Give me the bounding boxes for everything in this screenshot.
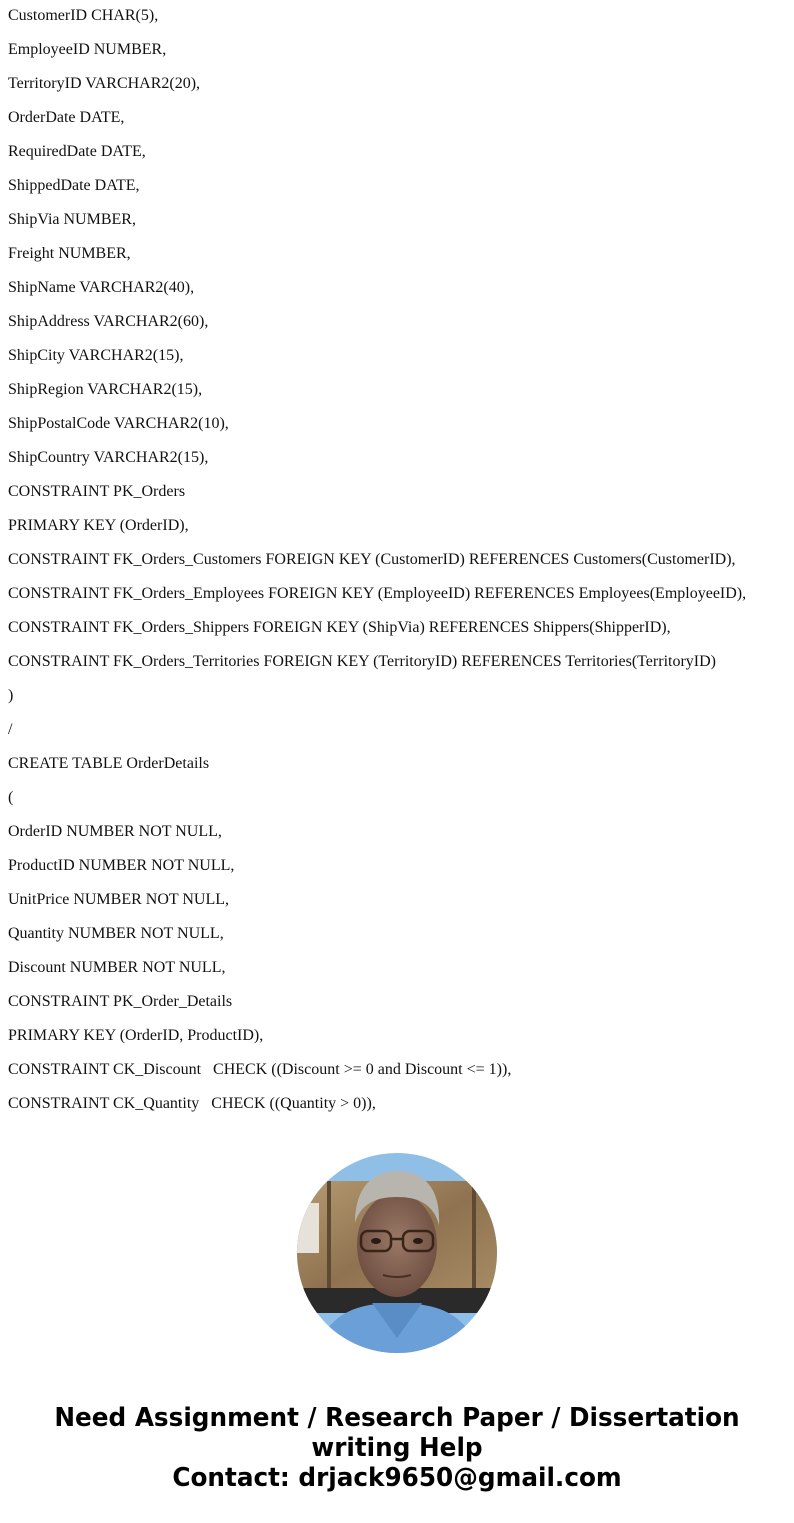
code-line: ( xyxy=(8,789,14,806)
code-line: OrderDate DATE, xyxy=(8,109,125,126)
code-line: OrderID NUMBER NOT NULL, xyxy=(8,823,222,840)
code-line: CONSTRAINT CK_Quantity CHECK ((Quantity > 0)), xyxy=(8,1095,376,1112)
code-line: / xyxy=(8,721,13,738)
code-line: ShipAddress VARCHAR2(60), xyxy=(8,313,209,330)
code-line: ShipPostalCode VARCHAR2(10), xyxy=(8,415,229,432)
code-line: PRIMARY KEY (OrderID, ProductID), xyxy=(8,1027,264,1044)
code-line: CONSTRAINT FK_Orders_Shippers FOREIGN KEY (ShipVia) REFERENCES Shippers(ShipperID), xyxy=(8,619,671,636)
code-line: UnitPrice NUMBER NOT NULL, xyxy=(8,891,230,908)
code-line: CONSTRAINT FK_Orders_Territories FOREIGN KEY (TerritoryID) REFERENCES Territories(TerritoryID) xyxy=(8,653,716,670)
profile-photo-icon xyxy=(297,1153,497,1353)
code-line: ShippedDate DATE, xyxy=(8,177,140,194)
code-line: ProductID NUMBER NOT NULL, xyxy=(8,857,235,874)
code-line: ShipRegion VARCHAR2(15), xyxy=(8,381,203,398)
code-line: RequiredDate DATE, xyxy=(8,143,146,160)
code-line: ShipCountry VARCHAR2(15), xyxy=(8,449,209,466)
code-line: CONSTRAINT PK_Order_Details xyxy=(8,993,233,1010)
promo-headline: Need Assignment / Research Paper / Dissertation xyxy=(54,1403,740,1433)
code-line: CustomerID CHAR(5), xyxy=(8,7,159,24)
code-line: CONSTRAINT FK_Orders_Customers FOREIGN KEY (CustomerID) REFERENCES Customers(CustomerID), xyxy=(8,551,736,568)
code-line: TerritoryID VARCHAR2(20), xyxy=(8,75,201,92)
promo-subheadline: writing Help xyxy=(311,1433,483,1463)
code-line: CREATE TABLE OrderDetails xyxy=(8,755,210,772)
code-line: EmployeeID NUMBER, xyxy=(8,41,167,58)
code-line: Quantity NUMBER NOT NULL, xyxy=(8,925,224,942)
code-line: Discount NUMBER NOT NULL, xyxy=(8,959,226,976)
code-line: ShipCity VARCHAR2(15), xyxy=(8,347,184,364)
code-line: Freight NUMBER, xyxy=(8,245,131,262)
code-line: PRIMARY KEY (OrderID), xyxy=(8,517,189,534)
avatar xyxy=(297,1153,497,1353)
code-line: ShipName VARCHAR2(40), xyxy=(8,279,195,296)
code-line: CONSTRAINT FK_Orders_Employees FOREIGN KEY (EmployeeID) REFERENCES Employees(EmployeeID), xyxy=(8,585,747,602)
promo-contact: Contact: drjack9650@gmail.com xyxy=(172,1463,622,1493)
promo-banner xyxy=(20,1403,774,1493)
code-line: CONSTRAINT CK_Discount CHECK ((Discount >= 0 and Discount <= 1)), xyxy=(8,1061,512,1078)
code-line: ) xyxy=(8,687,14,704)
code-line: ShipVia NUMBER, xyxy=(8,211,136,228)
code-line: CONSTRAINT PK_Orders xyxy=(8,483,186,500)
